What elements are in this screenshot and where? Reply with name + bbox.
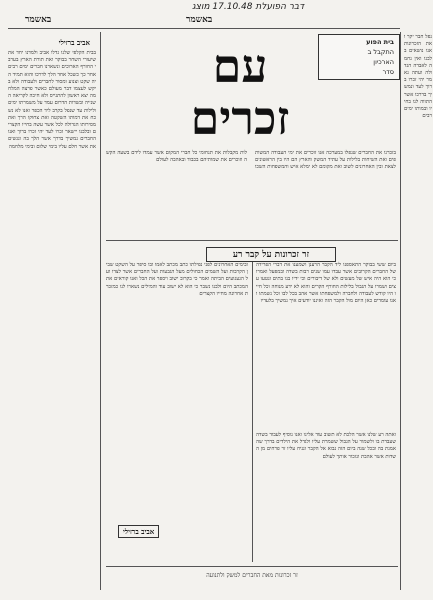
column-divider-1 [100, 32, 101, 590]
main-body-lower: ואתה רע שלנו אשר הלכת לא תשוב עוד אלינו ואנו נוסיף לעבוד בשדה שעבדת בו ולשמור על הגבול ששמרת עליו ולגדל את הילדים בדרך שהאמנת בה ובכל שנה ביום הזה נבוא אל הקבר ונניח עליו זר פרחים מן השדות אשר אהבת ונזכור אותך לעולם [256, 432, 396, 460]
column-title-line2: זכרים [190, 91, 290, 145]
stamp-line-3: הארכיון [373, 58, 394, 66]
right-edge-column: נפל חבר יקר ואת הזכרונות אנו נושאים בלבנו ואין נחמה לאבדה הגדולה ועתה נאמר יהי זכרו ברוך לעד ונמשיך בדרכו אשר התווה לנו בחייו ובמותו ימים רבים [404, 34, 432, 120]
main-signature: אביב ברזילי [118, 525, 159, 538]
handwritten-note: דבר הפועלת 17.10.48 מוצג [191, 2, 305, 12]
main-footer: זר זכרונות מאת החברים למשק ולתנועה [206, 572, 298, 579]
column-title [170, 40, 310, 144]
main-body-left: ובימים האחרונים לפני נפילתו כתב מכתב לאמו ובו סיפר על השקט שבין הקרבות ועל השמים הכחולים מעל הגבעות ועל החברים אשר לצדו ועל הגעגועים הביתה ואמר כי בקרוב ישוב ויספר את הכל ואנו קוראים את המכתב היום ולבנו נשבר כי הוא לא ישוב עוד והמילים נשארו לנו כמזכרת אחרונה מחייו הקצרים [106, 262, 248, 297]
main-headline: זר זכרונות על קבר רע [206, 247, 336, 262]
main-body-right: ביום ששי בבוקר התאספנו ליד הקבר הרענן ושמענו את דברי הפרידה של החברים הקרובים אשר עבדו עמו שנים רבות בשדה ובמפעל ואמרו כי הוא היה איש של מעשים ולא של דיבורים וכי ידיו בנו בתים ונטעו עצים ושמרו על הגבול בלילות החורף הקרים והוא לא ידע מנוחה וכל חייו היו קודש לעבודה ולחברה ולמשפחתו אשר אהב בכל לבו וכל נשמתו ואנו עומדים כאן היום מול הקבר הזה ואיננו יודעים איך נמשיך בלעדיו [256, 262, 396, 305]
center-divider [106, 240, 398, 241]
left-column-body: בבית הקלפי שלנו גדלו אביב ולמדנו יחד את שיעורי השחר בבוקר ואת תורת הארץ בערבי החורף הארוכים ונשארנו חברים ימים רבים אחר כך כשכל אחד הלך לדרכו והוא תמיד היה שקט וצנוע ומסור לחברים ולעבודה ולא ביקש לעצמו דבר מעולם כאשר פרצה המלחמה יצא ראשון להתגייס ולא חיכה לקריאה השנייה ובשדות הדרום עמד על משמרתו ימים ולילות עד שנפל בקרב ליד הכפר ואנו לא נשכח את דמותו השקטה ואת צחוקו הרך ואת מסירותו הגדולה לכל אשר עשה בחייו הקצרים ובלבנו יישאר זכרו לעד יהי זכרו ברוך ואנו החברים נמשיך בדרך אשר הלך בה ונגשים את אשר חלם עליו בימי שלום ובימי מלחמה [8, 50, 96, 150]
top-rule [8, 28, 400, 29]
stamp-line-2: התקבל ב [367, 48, 394, 56]
paper-name-center: באשמר [186, 15, 213, 25]
paper-name-left: באשמר [25, 15, 52, 25]
center-top-article: בזכרנו את החברים שנפלו במערכה אנו זוכרים את ימי העבודה המשותפים ואת השיחות בלילות על עתיד המשק והארץ הם היו בין הראשונים לצאת ובין האחרונים לשוב ואת מקומם לא ימלא איש והמשפחות השכולות מקבלות את תנחומי כל חברי המקום אשר עמדו לידם בשעה הקשה וזוכרים את שמותיהם בכבוד ובאהבה לעולם [106, 150, 396, 171]
column-title-line1: עם [212, 39, 268, 93]
left-column-byline: אביב ברזילי [58, 38, 90, 47]
column-divider-right [400, 32, 401, 590]
stamp-line-1: בית הפוע [366, 38, 394, 46]
main-inner-divider [252, 262, 253, 562]
archive-stamp [318, 34, 400, 80]
bottom-rule [106, 566, 398, 567]
left-column [8, 32, 96, 590]
stamp-line-4: סדר [382, 68, 394, 76]
